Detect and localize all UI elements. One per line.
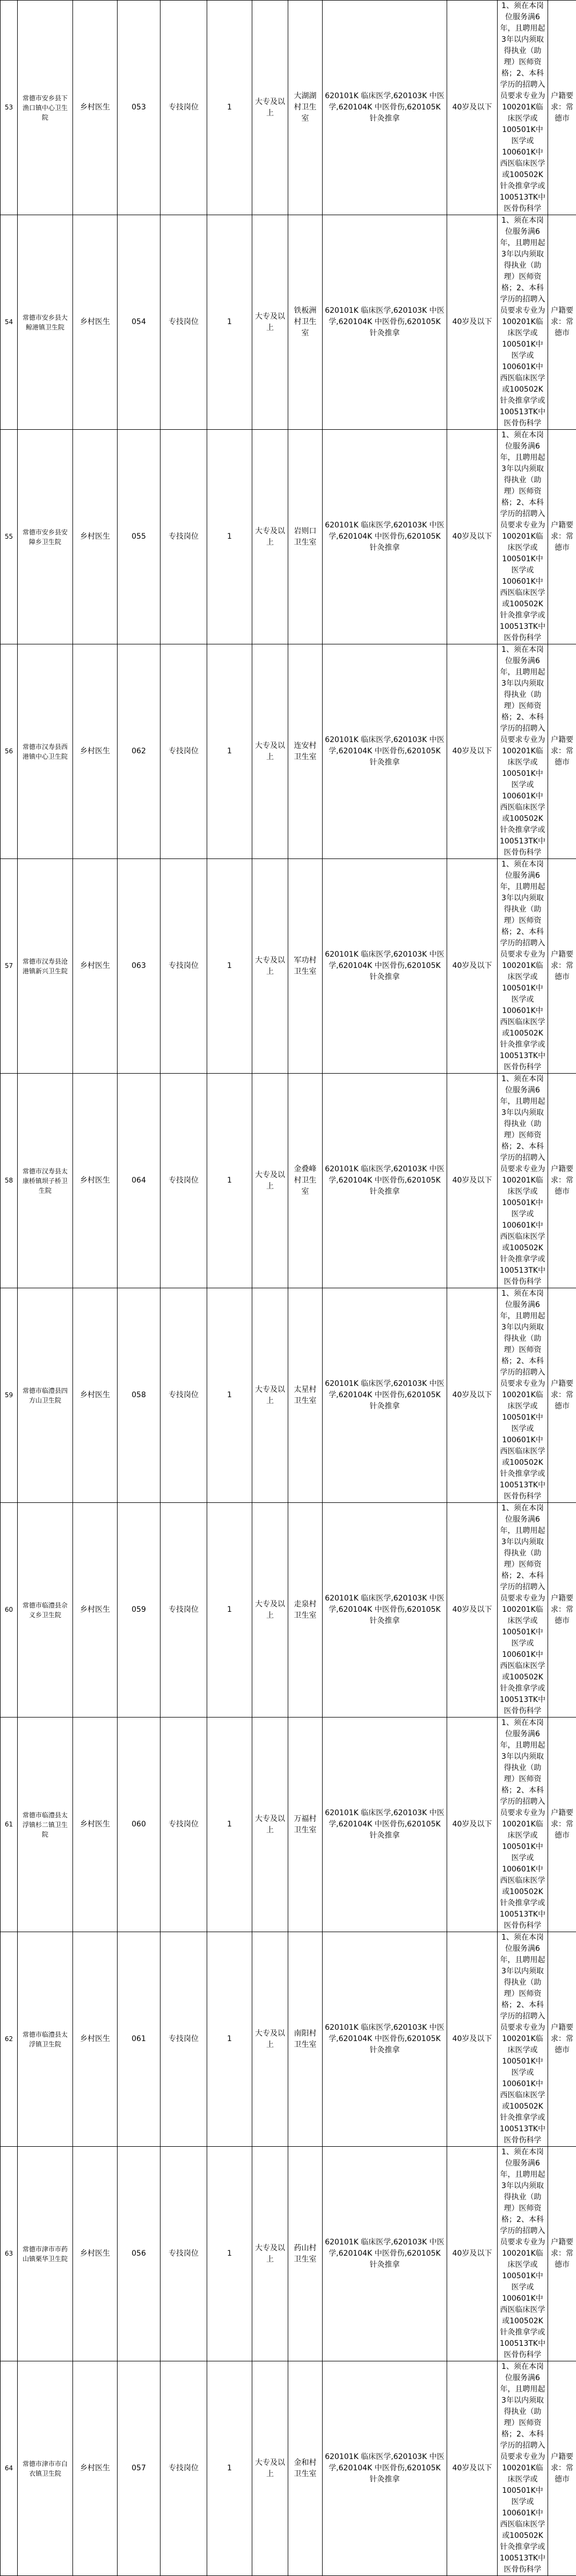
table-row — [1, 2361, 576, 2576]
table-row — [1, 1288, 576, 1503]
remark-cell: 户籍要求：常德市 — [548, 859, 576, 1074]
unit-cell: 常德市汉寿县沧港镇新兴卫生院 — [18, 859, 73, 1074]
major-cell: 620101K 临床医学,620103K 中医学,620104K 中医骨伤,620105K 针灸推拿 — [323, 1, 447, 215]
count-cell: 1 — [207, 1718, 252, 1932]
count-cell: 1 — [207, 1, 252, 215]
post-name-cell: 乡村医生 — [73, 1288, 118, 1503]
conditions-cell — [498, 1074, 548, 1288]
table-row — [1, 644, 576, 859]
count-cell: 1 — [207, 1288, 252, 1503]
location-cell: 连安村卫生室 — [288, 644, 323, 859]
seq-cell: 62 — [1, 1932, 18, 2147]
major-cell: 620101K 临床医学,620103K 中医学,620104K 中医骨伤,620105K 针灸推拿 — [323, 215, 447, 430]
unit-cell: 常德市安乡县安障乡卫生院 — [18, 430, 73, 644]
location-cell: 岩则口卫生室 — [288, 430, 323, 644]
post-type-cell: 专技岗位 — [161, 1074, 207, 1288]
post-code-cell: 053 — [118, 1, 161, 215]
unit-cell: 常德市临澧县佘义乡卫生院 — [18, 1503, 73, 1718]
conditions-text: 1、须在本岗位服务满6年，且聘用起3年以内须取得执业（助理）医师资格；2、本科学历的招聘入员要求专业为100201K临床医学或100501K中医学或100601K中西医临床医学或100502K针灸推拿学或100513TK中医骨伤科学 — [499, 430, 546, 644]
post-type-cell: 专技岗位 — [161, 1718, 207, 1932]
post-code-cell: 060 — [118, 1718, 161, 1932]
seq-cell: 63 — [1, 2147, 18, 2361]
post-type-cell: 专技岗位 — [161, 644, 207, 859]
count-cell: 1 — [207, 859, 252, 1074]
conditions-cell — [498, 215, 548, 430]
table-row — [1, 2147, 576, 2361]
age-cell: 40岁及以下 — [447, 2361, 498, 2576]
post-type-cell: 专技岗位 — [161, 1503, 207, 1718]
conditions-text: 1、须在本岗位服务满6年，且聘用起3年以内须取得执业（助理）医师资格；2、本科学历的招聘入员要求专业为100201K临床医学或100501K中医学或100601K中西医临床医学或100502K针灸推拿学或100513TK中医骨伤科学 — [499, 215, 546, 429]
conditions-text: 1、须在本岗位服务满6年，且聘用起3年以内须取得执业（助理）医师资格；2、本科学历的招聘入员要求专业为100201K临床医学或100501K中医学或100601K中西医临床医学或100502K针灸推拿学或100513TK中医骨伤科学 — [499, 1074, 546, 1288]
count-cell: 1 — [207, 1074, 252, 1288]
education-cell: 大专及以上 — [252, 1718, 288, 1932]
unit-cell: 常德市安乡县大鲸港镇卫生院 — [18, 215, 73, 430]
education-cell: 大专及以上 — [252, 859, 288, 1074]
post-code-cell: 054 — [118, 215, 161, 430]
unit-cell: 常德市津市市药山镇栗华卫生院 — [18, 2147, 73, 2361]
seq-cell: 53 — [1, 1, 18, 215]
count-cell: 1 — [207, 2361, 252, 2576]
post-code-cell: 062 — [118, 644, 161, 859]
major-cell: 620101K 临床医学,620103K 中医学,620104K 中医骨伤,620105K 针灸推拿 — [323, 1074, 447, 1288]
conditions-text: 1、须在本岗位服务满6年，且聘用起3年以内须取得执业（助理）医师资格；2、本科学历的招聘入员要求专业为100201K临床医学或100501K中医学或100601K中西医临床医学或100502K针灸推拿学或100513TK中医骨伤科学 — [499, 1503, 546, 1717]
unit-cell: 常德市汉寿县西港镇中心卫生院 — [18, 644, 73, 859]
major-cell: 620101K 临床医学,620103K 中医学,620104K 中医骨伤,620105K 针灸推拿 — [323, 1718, 447, 1932]
post-name-cell: 乡村医生 — [73, 1503, 118, 1718]
major-cell: 620101K 临床医学,620103K 中医学,620104K 中医骨伤,620105K 针灸推拿 — [323, 2361, 447, 2576]
post-type-cell: 专技岗位 — [161, 859, 207, 1074]
post-code-cell: 058 — [118, 1288, 161, 1503]
education-cell: 大专及以上 — [252, 2147, 288, 2361]
table-row — [1, 1, 576, 215]
seq-cell: 60 — [1, 1503, 18, 1718]
education-cell: 大专及以上 — [252, 430, 288, 644]
remark-cell: 户籍要求：常德市 — [548, 1718, 576, 1932]
post-name-cell: 乡村医生 — [73, 215, 118, 430]
remark-cell: 户籍要求：常德市 — [548, 2361, 576, 2576]
location-cell: 太星村卫生室 — [288, 1288, 323, 1503]
post-type-cell: 专技岗位 — [161, 430, 207, 644]
major-cell: 620101K 临床医学,620103K 中医学,620104K 中医骨伤,620105K 针灸推拿 — [323, 859, 447, 1074]
location-cell: 金叠峰村卫生室 — [288, 1074, 323, 1288]
age-cell: 40岁及以下 — [447, 1503, 498, 1718]
major-cell: 620101K 临床医学,620103K 中医学,620104K 中医骨伤,620105K 针灸推拿 — [323, 1503, 447, 1718]
post-code-cell: 064 — [118, 1074, 161, 1288]
remark-cell: 户籍要求：常德市 — [548, 644, 576, 859]
location-cell: 大湖湖村卫生室 — [288, 1, 323, 215]
remark-cell: 户籍要求：常德市 — [548, 1, 576, 215]
unit-cell: 常德市临澧县四方山卫生院 — [18, 1288, 73, 1503]
education-cell: 大专及以上 — [252, 1288, 288, 1503]
post-type-cell: 专技岗位 — [161, 2361, 207, 2576]
age-cell: 40岁及以下 — [447, 215, 498, 430]
remark-cell: 户籍要求：常德市 — [548, 215, 576, 430]
remark-cell: 户籍要求：常德市 — [548, 2147, 576, 2361]
conditions-cell — [498, 1288, 548, 1503]
seq-cell: 64 — [1, 2361, 18, 2576]
major-cell: 620101K 临床医学,620103K 中医学,620104K 中医骨伤,620105K 针灸推拿 — [323, 430, 447, 644]
education-cell: 大专及以上 — [252, 1074, 288, 1288]
age-cell: 40岁及以下 — [447, 1074, 498, 1288]
count-cell: 1 — [207, 644, 252, 859]
education-cell: 大专及以上 — [252, 1, 288, 215]
post-name-cell: 乡村医生 — [73, 2361, 118, 2576]
post-code-cell: 056 — [118, 2147, 161, 2361]
table-row — [1, 1074, 576, 1288]
location-cell: 金和村卫生室 — [288, 2361, 323, 2576]
remark-cell: 户籍要求：常德市 — [548, 1932, 576, 2147]
post-code-cell: 059 — [118, 1503, 161, 1718]
seq-cell: 56 — [1, 644, 18, 859]
post-code-cell: 063 — [118, 859, 161, 1074]
seq-cell: 58 — [1, 1074, 18, 1288]
post-type-cell: 专技岗位 — [161, 215, 207, 430]
age-cell: 40岁及以下 — [447, 1932, 498, 2147]
post-type-cell: 专技岗位 — [161, 1, 207, 215]
major-cell: 620101K 临床医学,620103K 中医学,620104K 中医骨伤,620105K 针灸推拿 — [323, 2147, 447, 2361]
conditions-cell — [498, 430, 548, 644]
post-name-cell: 乡村医生 — [73, 2147, 118, 2361]
conditions-cell — [498, 644, 548, 859]
conditions-text: 1、须在本岗位服务满6年，且聘用起3年以内须取得执业（助理）医师资格；2、本科学历的招聘入员要求专业为100201K临床医学或100501K中医学或100601K中西医临床医学或100502K针灸推拿学或100513TK中医骨伤科学 — [499, 1288, 546, 1502]
location-cell: 军功村卫生室 — [288, 859, 323, 1074]
remark-cell: 户籍要求：常德市 — [548, 1074, 576, 1288]
conditions-cell — [498, 2361, 548, 2576]
education-cell: 大专及以上 — [252, 644, 288, 859]
post-code-cell: 057 — [118, 2361, 161, 2576]
count-cell: 1 — [207, 2147, 252, 2361]
post-code-cell: 055 — [118, 430, 161, 644]
table-row — [1, 1503, 576, 1718]
table-row — [1, 430, 576, 644]
seq-cell: 59 — [1, 1288, 18, 1503]
table-row — [1, 1718, 576, 1932]
conditions-cell — [498, 1503, 548, 1718]
unit-cell: 常德市临澧县太浮镇杉二镇卫生院 — [18, 1718, 73, 1932]
location-cell: 走泉村卫生室 — [288, 1503, 323, 1718]
remark-cell: 户籍要求：常德市 — [548, 1503, 576, 1718]
conditions-text: 1、须在本岗位服务满6年，且聘用起3年以内须取得执业（助理）医师资格；2、本科学历的招聘入员要求专业为100201K临床医学或100501K中医学或100601K中西医临床医学或100502K针灸推拿学或100513TK中医骨伤科学 — [499, 2147, 546, 2361]
unit-cell: 常德市汉寿县太康桥镇坝子桥卫生院 — [18, 1074, 73, 1288]
seq-cell: 55 — [1, 430, 18, 644]
remark-cell: 户籍要求：常德市 — [548, 1288, 576, 1503]
age-cell: 40岁及以下 — [447, 430, 498, 644]
post-type-cell: 专技岗位 — [161, 2147, 207, 2361]
age-cell: 40岁及以下 — [447, 1288, 498, 1503]
age-cell: 40岁及以下 — [447, 1, 498, 215]
post-name-cell: 乡村医生 — [73, 859, 118, 1074]
conditions-cell — [498, 1932, 548, 2147]
unit-cell: 常德市津市市白衣镇卫生院 — [18, 2361, 73, 2576]
conditions-text: 1、须在本岗位服务满6年，且聘用起3年以内须取得执业（助理）医师资格；2、本科学历的招聘入员要求专业为100201K临床医学或100501K中医学或100601K中西医临床医学或100502K针灸推拿学或100513TK中医骨伤科学 — [499, 644, 546, 858]
conditions-text: 1、须在本岗位服务满6年，且聘用起3年以内须取得执业（助理）医师资格；2、本科学历的招聘入员要求专业为100201K临床医学或100501K中医学或100601K中西医临床医学或100502K针灸推拿学或100513TK中医骨伤科学 — [499, 1, 546, 215]
age-cell: 40岁及以下 — [447, 2147, 498, 2361]
seq-cell: 54 — [1, 215, 18, 430]
unit-cell: 常德市临澧县太浮镇卫生院 — [18, 1932, 73, 2147]
post-name-cell: 乡村医生 — [73, 1718, 118, 1932]
education-cell: 大专及以上 — [252, 1503, 288, 1718]
location-cell: 药山村卫生室 — [288, 2147, 323, 2361]
education-cell: 大专及以上 — [252, 215, 288, 430]
table-row — [1, 859, 576, 1074]
major-cell: 620101K 临床医学,620103K 中医学,620104K 中医骨伤,620105K 针灸推拿 — [323, 1288, 447, 1503]
conditions-text: 1、须在本岗位服务满6年，且聘用起3年以内须取得执业（助理）医师资格；2、本科学历的招聘入员要求专业为100201K临床医学或100501K中医学或100601K中西医临床医学或100502K针灸推拿学或100513TK中医骨伤科学 — [499, 2361, 546, 2575]
education-cell: 大专及以上 — [252, 1932, 288, 2147]
conditions-cell — [498, 2147, 548, 2361]
post-type-cell: 专技岗位 — [161, 1932, 207, 2147]
age-cell: 40岁及以下 — [447, 859, 498, 1074]
education-cell: 大专及以上 — [252, 2361, 288, 2576]
post-name-cell: 乡村医生 — [73, 1, 118, 215]
post-code-cell: 061 — [118, 1932, 161, 2147]
count-cell: 1 — [207, 1503, 252, 1718]
table-row — [1, 215, 576, 430]
conditions-cell — [498, 1718, 548, 1932]
location-cell: 南阳村卫生室 — [288, 1932, 323, 2147]
conditions-text: 1、须在本岗位服务满6年，且聘用起3年以内须取得执业（助理）医师资格；2、本科学历的招聘入员要求专业为100201K临床医学或100501K中医学或100601K中西医临床医学或100502K针灸推拿学或100513TK中医骨伤科学 — [499, 859, 546, 1073]
major-cell: 620101K 临床医学,620103K 中医学,620104K 中医骨伤,620105K 针灸推拿 — [323, 644, 447, 859]
count-cell: 1 — [207, 430, 252, 644]
seq-cell: 61 — [1, 1718, 18, 1932]
post-name-cell: 乡村医生 — [73, 1932, 118, 2147]
post-name-cell: 乡村医生 — [73, 430, 118, 644]
age-cell: 40岁及以下 — [447, 1718, 498, 1932]
seq-cell: 57 — [1, 859, 18, 1074]
age-cell: 40岁及以下 — [447, 644, 498, 859]
conditions-text: 1、须在本岗位服务满6年，且聘用起3年以内须取得执业（助理）医师资格；2、本科学历的招聘入员要求专业为100201K临床医学或100501K中医学或100601K中西医临床医学或100502K针灸推拿学或100513TK中医骨伤科学 — [499, 1932, 546, 2146]
major-cell: 620101K 临床医学,620103K 中医学,620104K 中医骨伤,620105K 针灸推拿 — [323, 1932, 447, 2147]
remark-cell: 户籍要求：常德市 — [548, 430, 576, 644]
location-cell: 铁板洲村卫生室 — [288, 215, 323, 430]
conditions-cell — [498, 859, 548, 1074]
conditions-text: 1、须在本岗位服务满6年，且聘用起3年以内须取得执业（助理）医师资格；2、本科学历的招聘入员要求专业为100201K临床医学或100501K中医学或100601K中西医临床医学或100502K针灸推拿学或100513TK中医骨伤科学 — [499, 1718, 546, 1932]
count-cell: 1 — [207, 215, 252, 430]
post-name-cell: 乡村医生 — [73, 644, 118, 859]
count-cell: 1 — [207, 1932, 252, 2147]
table-row — [1, 1932, 576, 2147]
unit-cell: 常德市安乡县下渔口镇中心卫生院 — [18, 1, 73, 215]
conditions-cell — [498, 1, 548, 215]
post-type-cell: 专技岗位 — [161, 1288, 207, 1503]
post-name-cell: 乡村医生 — [73, 1074, 118, 1288]
location-cell: 万福村卫生室 — [288, 1718, 323, 1932]
table-body — [1, 1, 576, 2576]
